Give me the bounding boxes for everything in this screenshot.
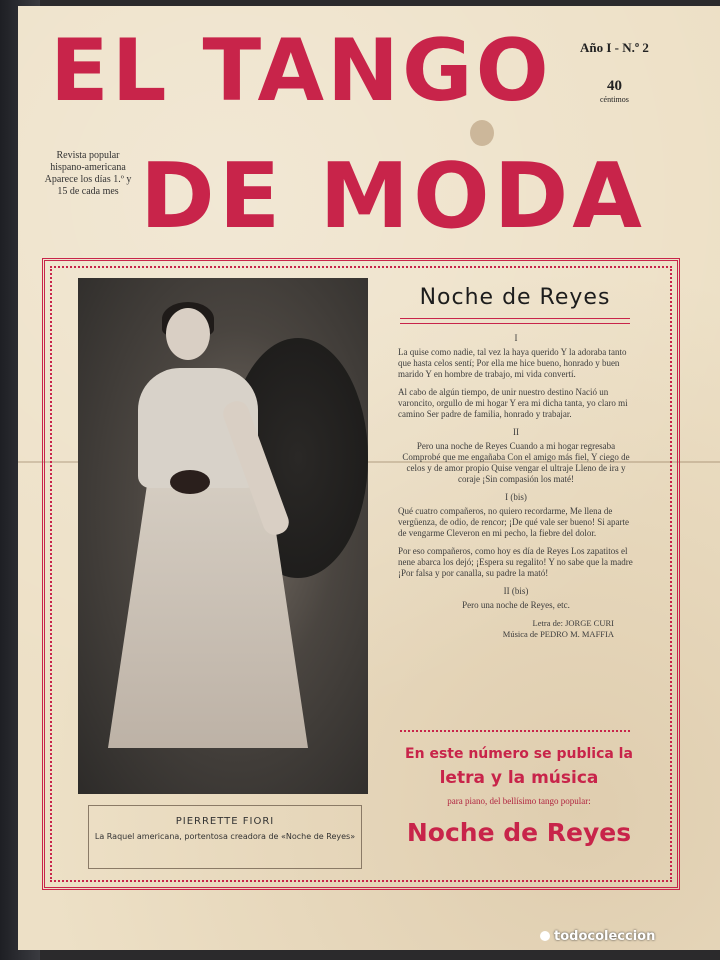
section-heading: I (bis): [505, 492, 527, 502]
stanza: Qué cuatro compañeros, no quiero recordarme, Me llena de vergüenza, de odio, de rencor; ¡De qué vale ser bueno! Si aparte de vengarme Cleveron en mi pecho, la fiebre del dolor.: [398, 506, 629, 538]
section-heading: I: [514, 333, 518, 343]
masthead-blurb: Revista popular hispano-americana Aparece los días 1.º y 15 de cada mes: [44, 150, 132, 197]
watermark-text: todocoleccion: [554, 929, 656, 944]
flower-corsage: [170, 470, 210, 494]
lyrics-credit: Letra de: JORGE CURI: [532, 618, 614, 628]
promo-line-3: para piano, del bellísimo tango popular:: [447, 796, 591, 806]
promo-line-2: letra y la música: [439, 768, 599, 788]
promo-title: Noche de Reyes: [406, 818, 632, 847]
title-line-2: DE MODA: [140, 144, 646, 249]
section-heading: II: [513, 427, 519, 437]
paper-stain: [470, 120, 494, 146]
figure-head: [166, 308, 210, 360]
stanza: Pero una noche de Reyes Cuando a mi hogar regresaba Comprobé que me engañaba Con el amigo más fiel, Y ciego de celos y de amor propio Quise vengar el ultraje Lleno de ira y coraje ¡Sin compasión los maté!: [402, 441, 630, 484]
watermark-icon: [540, 931, 550, 941]
price-value: 40: [606, 78, 622, 94]
stanza: La quise como nadie, tal vez la haya querido Y la adoraba tanto que hasta celos sentí; Por ella me hice bueno, honrado y buen marido Y en hombre de trabajo, mi vida convertí.: [398, 347, 627, 379]
stanza: Al cabo de algún tiempo, de unir nuestro destino Nació un varoncito, orgullo de mi hogar Y era mi dicha tanta, yo claro mi camino Ser padre de familia, honrado y trabajar.: [398, 387, 628, 419]
promo-line-1: En este número se publica la: [405, 746, 633, 762]
dotted-divider: [400, 730, 630, 736]
music-credit: Música de PEDRO M. MAFFIA: [502, 629, 614, 639]
cover-photo: [78, 278, 368, 794]
issue-number: Año I - N.º 2: [580, 40, 649, 55]
section-heading: II (bis): [503, 586, 529, 596]
credits: [398, 618, 634, 640]
song-title: Noche de Reyes: [419, 285, 611, 310]
stanza: Por eso compañeros, como hoy es día de Reyes Los zapatitos el nene abarca los dejó; ¡Espera su regalito! Y no sabe que la madre ¡Por falsa y por canalla, su padre la mató!: [398, 546, 633, 578]
lyrics-block: [398, 330, 634, 640]
price-unit: céntimos: [600, 95, 629, 104]
title-line-1: EL TANGO: [50, 21, 552, 121]
caption-description: La Raquel americana, portentosa creadora de «Noche de Reyes»: [94, 832, 356, 841]
watermark: [540, 929, 655, 944]
title-rule: [400, 318, 630, 324]
stanza: Pero una noche de Reyes, etc.: [462, 600, 570, 610]
photo-caption: [88, 805, 362, 869]
caption-name: PIERRETTE FIORI: [175, 816, 275, 827]
price: [600, 78, 629, 104]
